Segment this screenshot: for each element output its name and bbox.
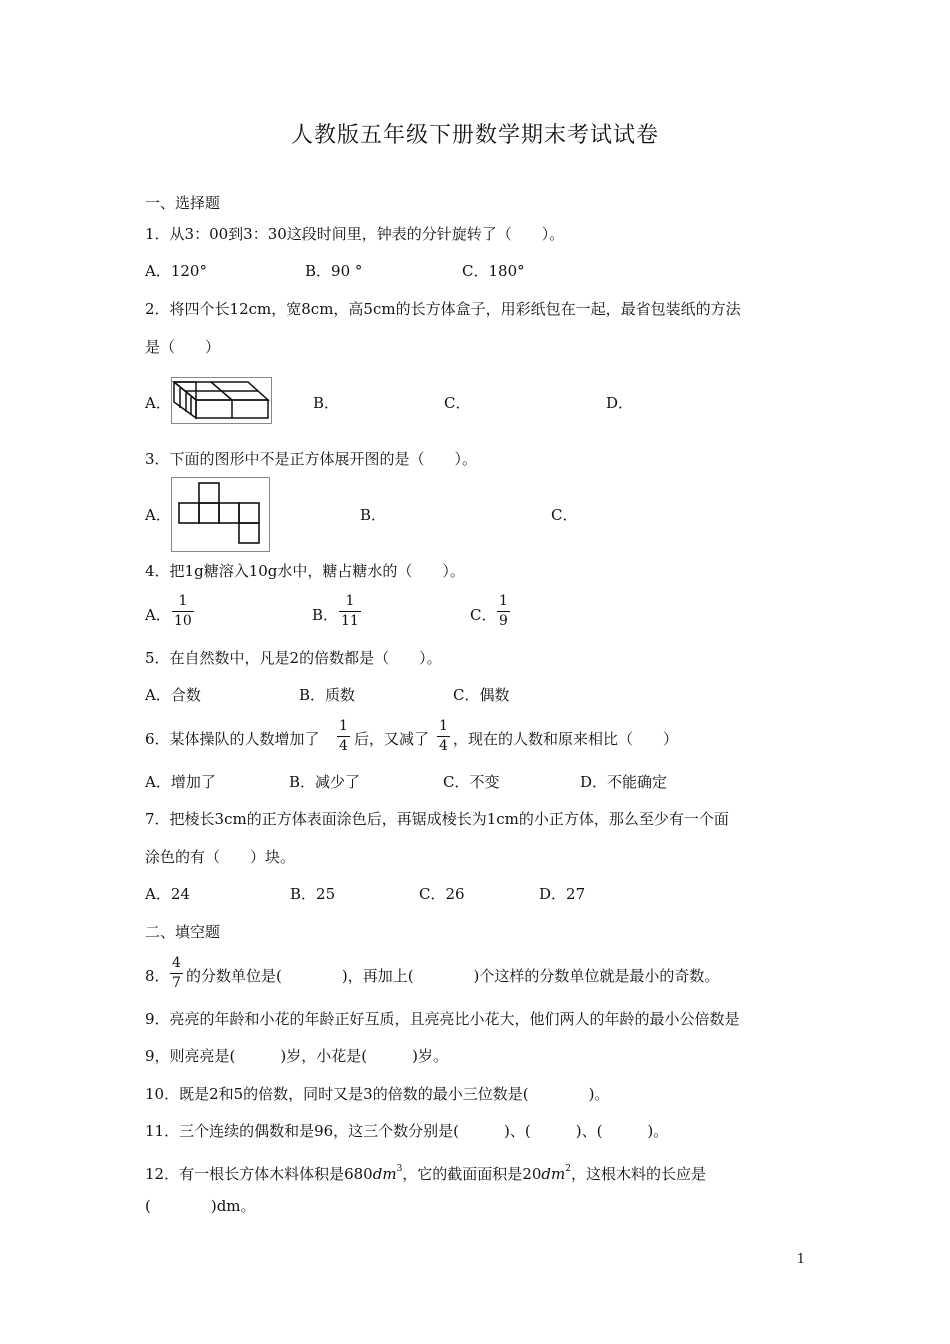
question-9-line2: 9，则亮亮是( )岁，小花是( )岁。: [145, 1047, 448, 1065]
fraction-bar: [337, 736, 350, 737]
q7-option-b: B．25: [290, 885, 336, 903]
question-5: 5．在自然数中，凡是2的倍数都是（ ）。: [145, 649, 442, 667]
q5-option-b: B．质数: [299, 686, 356, 704]
q7-option-d: D．27: [539, 885, 586, 903]
q7-option-a: A．24: [145, 885, 190, 903]
q2-option-d: D．: [606, 394, 634, 412]
question-6: [145, 729, 320, 749]
question-2-line1: 2．将四个长12cm，宽8cm，高5cm的长方体盒子，用彩纸包在一起，最省包装纸的方法: [145, 300, 741, 318]
q12-volume-value: 680: [344, 1165, 373, 1183]
q8-fraction: [170, 955, 183, 991]
question-3: 3．下面的图形中不是正方体展开图的是（ ）。: [145, 450, 478, 468]
q6-fraction-2: [437, 718, 450, 754]
fraction-numerator: 1: [339, 718, 348, 734]
fraction-denominator: 9: [499, 613, 508, 629]
q12-area-exponent: 2: [565, 1164, 571, 1174]
fraction-bar: [437, 736, 450, 737]
q12-text-mid: ，它的截面面积是: [402, 1165, 523, 1183]
q3-option-a: A．: [145, 506, 171, 524]
fraction-numerator: 1: [439, 718, 448, 734]
q12-volume-exponent: 3: [396, 1164, 403, 1174]
cube-net-image: [171, 477, 270, 552]
q8-text: 的分数单位是( )，再加上( )个这样的分数单位就是最小的奇数。: [186, 967, 720, 985]
q3-option-b: B．: [360, 506, 387, 524]
page-title: 人教版五年级下册数学期末考试试卷: [290, 123, 659, 148]
q6-text-mid: 后，又减了: [354, 730, 430, 748]
q2-option-c: C．: [444, 394, 471, 412]
question-11: 11．三个连续的偶数和是96，这三个数分别是( )、( )、( )。: [145, 1122, 669, 1140]
q2-option-a: A．: [145, 394, 171, 412]
fraction-numerator: 4: [172, 955, 181, 971]
q12-area-unit: dm: [541, 1165, 566, 1183]
q1-option-c: C．180°: [462, 262, 525, 280]
section-fill-heading: 二、填空题: [145, 923, 221, 941]
fraction-numerator: 1: [345, 593, 355, 609]
q4-option-c: C．: [470, 606, 497, 624]
q6-fraction-1: [337, 718, 350, 754]
fraction-denominator: 4: [439, 738, 448, 754]
q4-option-b: B．: [312, 606, 339, 624]
q5-option-a: A．合数: [145, 686, 201, 704]
question-4: 4．把1g糖溶入10g水中，糖占糖水的（ ）。: [145, 562, 465, 580]
fraction-bar: [339, 611, 361, 612]
q1-option-b: B．90 °: [305, 262, 363, 280]
q12-text-post: ，这根木料的长应是: [570, 1165, 706, 1183]
fraction-numerator: 1: [499, 593, 508, 609]
question-1: 1．从3：00到3：30这段时间里，钟表的分针旋转了（ ）。: [145, 225, 565, 243]
question-10: 10．既是2和5的倍数，同时又是3的倍数的最小三位数是( )。: [145, 1085, 610, 1103]
q4-fraction-c: [497, 593, 510, 629]
question-9-line1: 9．亮亮的年龄和小花的年龄正好互质，且亮亮比小花大，他们两人的年龄的最小公倍数是: [145, 1010, 740, 1028]
q6-option-b: B．减少了: [289, 773, 361, 791]
section-choice-heading: 一、选择题: [145, 194, 221, 212]
fraction-numerator: 1: [178, 593, 188, 609]
q5-option-c: C．偶数: [453, 686, 510, 704]
question-2-line2: 是（ ）: [145, 338, 221, 356]
q6-option-c: C．不变: [443, 773, 500, 791]
fraction-denominator: 7: [172, 975, 181, 991]
q3-option-c: C．: [551, 506, 578, 524]
q12-text-pre: 12．有一根长方体木料体积是: [145, 1165, 345, 1183]
page-number: 1: [796, 1252, 805, 1267]
q4-option-a: A．: [145, 606, 171, 624]
q12-area-value: 20: [522, 1165, 542, 1183]
cube-net-figure: [172, 478, 269, 551]
q6-option-a: A．增加了: [145, 773, 216, 791]
fraction-bar: [497, 611, 510, 612]
q12-volume-unit: dm: [372, 1165, 397, 1183]
q2-option-b: B．: [313, 394, 340, 412]
fraction-bar: [170, 973, 183, 974]
q6-text-pre: 6．某体操队的人数增加了: [145, 730, 320, 748]
q6-text-post: ，现在的人数和原来相比（ ）: [453, 730, 679, 748]
q4-fraction-a: [172, 593, 194, 629]
question-12-line2: ( )dm。: [145, 1197, 256, 1215]
q8-number: 8．: [145, 967, 170, 985]
q6-option-d: D．不能确定: [580, 773, 668, 791]
question-12-line1: [145, 1159, 706, 1184]
boxes-arrangement-figure: [172, 378, 271, 423]
fraction-denominator: 11: [341, 613, 359, 629]
fraction-denominator: 10: [174, 613, 192, 629]
question-7-line2: 涂色的有（ ）块。: [145, 848, 296, 866]
question-7-line1: 7．把棱长3cm的正方体表面涂色后，再锯成棱长为1cm的小正方体，那么至少有一个面: [145, 810, 729, 828]
fraction-denominator: 4: [339, 738, 348, 754]
fraction-bar: [172, 611, 194, 612]
q7-option-c: C．26: [419, 885, 465, 903]
q1-option-a: A．120°: [145, 262, 207, 280]
q4-fraction-b: [339, 593, 361, 629]
boxes-arrangement-image: [171, 377, 272, 424]
